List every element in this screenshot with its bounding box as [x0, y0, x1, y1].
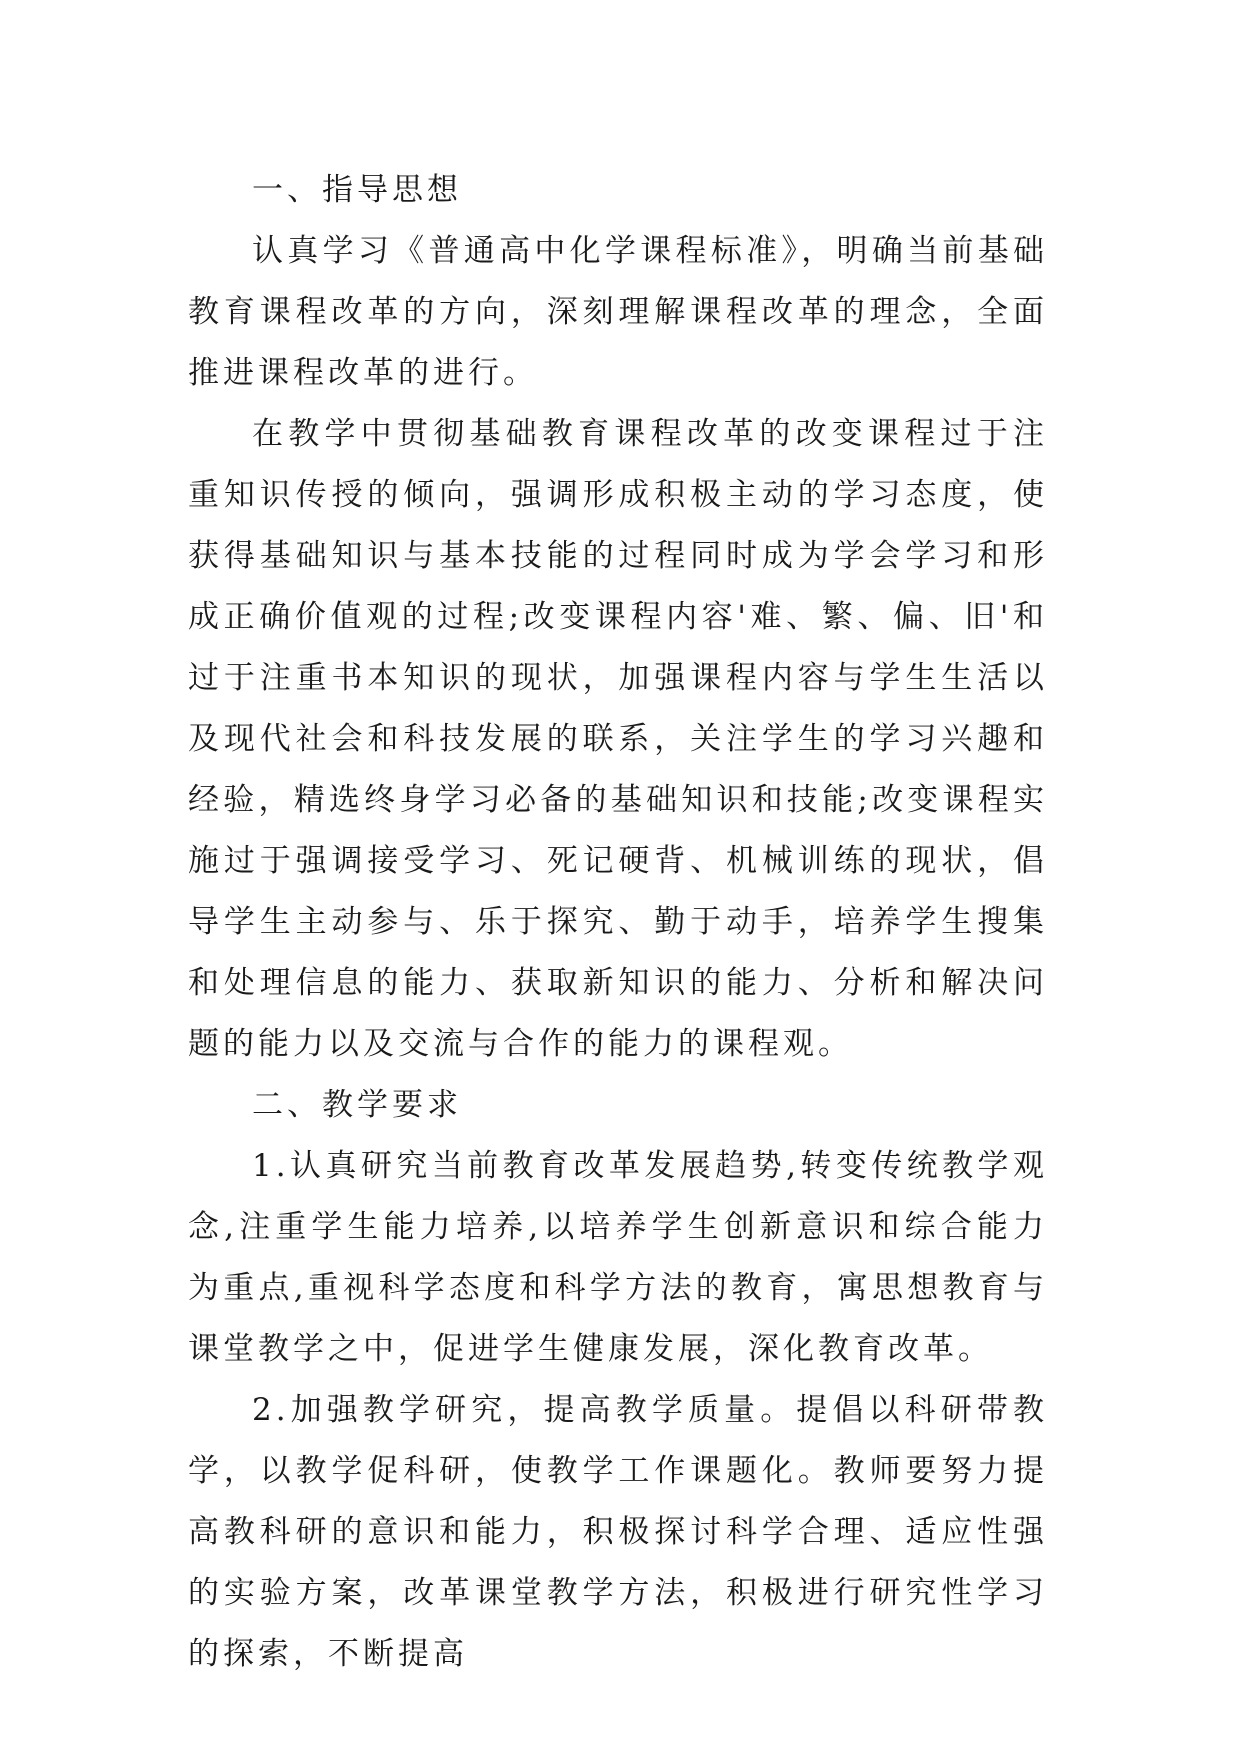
section-heading-guiding-ideology: 一、指导思想	[252, 172, 462, 208]
list-item-requirement-1: 1.认真研究当前教育改革发展趋势,转变传统教学观念,注重学生能力培养,以培养学生创新意识和综合能力为重点,重视科学态度和科学方法的教育，寓思想教育与课堂教学之中，促进学生健康发展，深化教育改革。	[188, 1148, 1048, 1367]
paragraph-study-curriculum-standard: 认真学习《普通高中化学课程标准》，明确当前基础教育课程改革的方向，深刻理解课程改革的理念，全面推进课程改革的进行。	[188, 233, 1048, 391]
list-item-requirement-2: 2.加强教学研究，提高教学质量。提倡以科研带教学，以教学促科研，使教学工作课题化。教师要努力提高教科研的意识和能力，积极探讨科学合理、适应性强的实验方案，改革课堂教学方法，积极进行研究性学习的探索，不断提高	[188, 1392, 1048, 1672]
document-body	[188, 160, 1048, 1685]
paragraph-curriculum-reform: 在教学中贯彻基础教育课程改革的改变课程过于注重知识传授的倾向，强调形成积极主动的学习态度，使获得基础知识与基本技能的过程同时成为学会学习和形成正确价值观的过程;改变课程内容'难、繁、偏、旧'和过于注重书本知识的现状，加强课程内容与学生生活以及现代社会和科技发展的联系，关注学生的学习兴趣和经验，精选终身学习必备的基础知识和技能;改变课程实施过于强调接受学习、死记硬背、机械训练的现状，倡导学生主动参与、乐于探究、勤于动手，培养学生搜集和处理信息的能力、获取新知识的能力、分析和解决问题的能力以及交流与合作的能力的课程观。	[188, 416, 1048, 1062]
section-heading-teaching-requirements: 二、教学要求	[252, 1087, 462, 1123]
